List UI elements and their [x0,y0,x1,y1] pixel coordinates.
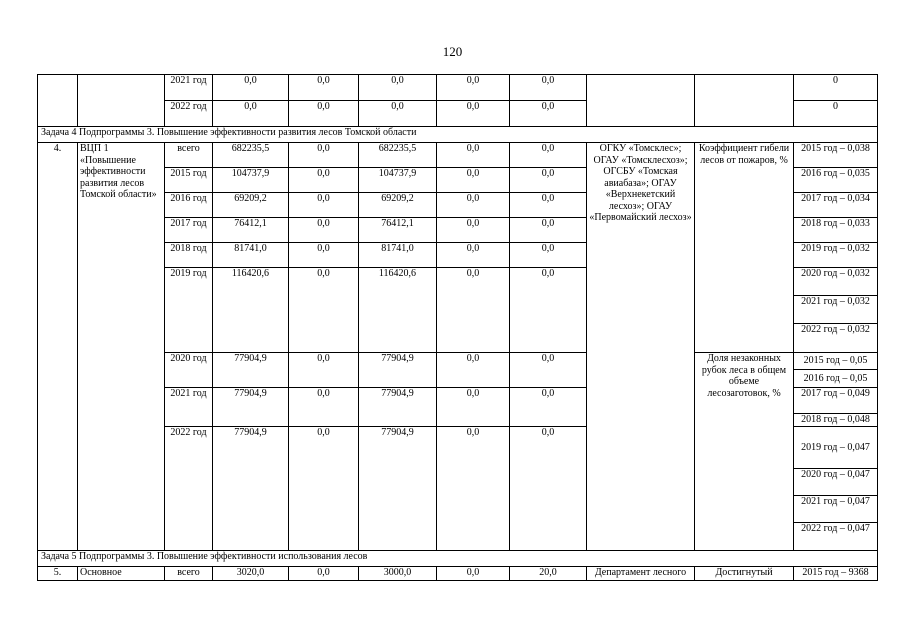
value-cell: 0,0 [289,388,359,427]
target-cell: 2019 год – 0,047 [794,442,877,469]
value-cell: 0,0 [213,101,289,127]
value-cell: 76412,1 [213,218,289,243]
value-cell: 104737,9 [359,168,437,193]
value-cell: 0,0 [437,388,510,427]
value-cell: 0,0 [289,168,359,193]
year-cell: 2021 год [165,75,213,101]
target-cell-group [794,268,878,353]
value-cell: 0,0 [437,168,510,193]
target-cell-group [794,427,878,551]
year-cell: 2015 год [165,168,213,193]
executors-cell: ОГКУ «Томсклес»; ОГАУ «Томсклесхоз»; ОГСБУ «Томская авиабаза»; ОГАУ «Верхнекетский лесхоз»; ОГАУ «Первомайский лесхоз» [587,143,695,551]
row-number: 4. [38,143,78,551]
value-cell: 0,0 [437,243,510,268]
table-row [38,75,878,101]
value-cell: 0,0 [359,101,437,127]
value-cell: 0,0 [437,218,510,243]
value-cell: 0,0 [510,193,587,218]
year-cell: всего [165,567,213,581]
task-5-heading-row [38,551,878,567]
table-row [38,567,878,581]
target-cell: 2018 год – 0,048 [801,414,870,425]
value-cell: 0,0 [289,143,359,168]
value-cell: 0,0 [359,75,437,101]
value-cell: 81741,0 [213,243,289,268]
year-cell: 2021 год [165,388,213,427]
value-cell: 3020,0 [213,567,289,581]
value-cell: 0,0 [437,75,510,101]
target-cell-group [794,353,878,388]
value-cell: 0,0 [437,268,510,353]
empty-cell [695,75,794,127]
target-cell: 2021 год – 0,032 [794,296,877,324]
value-cell: 0,0 [510,75,587,101]
value-cell: 81741,0 [359,243,437,268]
value-cell: 77904,9 [213,353,289,388]
year-cell: 2017 год [165,218,213,243]
target-cell: 0 [794,75,878,101]
empty-cell [78,75,165,127]
measure-name: ВЦП 1 «Повышение эффективности развития лесов Томской области» [78,143,165,551]
measure-name: Основное [78,567,165,581]
value-cell: 0,0 [437,427,510,551]
target-cell: 2022 год – 0,047 [801,523,870,534]
year-cell: 2016 год [165,193,213,218]
value-cell: 0,0 [510,101,587,127]
year-cell: 2022 год [165,427,213,551]
value-cell: 0,0 [510,268,587,353]
empty-cell [38,75,78,127]
page-number: 120 [442,44,463,59]
value-cell: 0,0 [289,427,359,551]
target-cell: 2018 год – 0,033 [794,218,878,243]
value-cell: 0,0 [510,243,587,268]
value-cell: 0,0 [289,193,359,218]
value-cell: 69209,2 [213,193,289,218]
task-4-title: Задача 4 Подпрограммы 3. Повышение эффективности развития лесов Томской области [38,127,878,143]
value-cell: 116420,6 [213,268,289,353]
value-cell: 69209,2 [359,193,437,218]
value-cell: 0,0 [437,567,510,581]
value-cell: 0,0 [289,268,359,353]
value-cell: 0,0 [510,218,587,243]
year-cell: 2020 год [165,353,213,388]
year-cell: 2018 год [165,243,213,268]
value-cell: 20,0 [510,567,587,581]
value-cell: 0,0 [437,143,510,168]
value-cell: 0,0 [510,388,587,427]
indicator-1-cell: Коэффициент гибели лесов от пожаров, % [695,143,794,353]
program-table [37,74,878,581]
value-cell: 0,0 [437,353,510,388]
target-cell: 2015 год – 0,038 [794,143,878,168]
value-cell: 104737,9 [213,168,289,193]
value-cell: 0,0 [289,75,359,101]
value-cell: 116420,6 [359,268,437,353]
value-cell: 0,0 [289,243,359,268]
value-cell: 0,0 [510,143,587,168]
value-cell: 76412,1 [359,218,437,243]
target-cell: 2020 год – 0,047 [794,469,877,496]
target-cell: 2016 год – 0,05 [803,373,868,384]
target-cell: 2017 год – 0,049 [794,388,877,414]
value-cell: 0,0 [289,218,359,243]
value-cell: 77904,9 [359,353,437,388]
value-cell: 0,0 [510,353,587,388]
year-cell: всего [165,143,213,168]
value-cell: 0,0 [289,353,359,388]
target-cell: 2021 год – 0,047 [794,496,877,523]
empty-cell [587,75,695,127]
target-cell-group [794,388,878,427]
executors-cell: Департамент лесного [587,567,695,581]
target-cell: 0 [794,101,878,127]
target-cell: 2016 год – 0,035 [794,168,878,193]
year-cell: 2022 год [165,101,213,127]
value-cell: 77904,9 [359,427,437,551]
target-cell: 2022 год – 0,032 [801,324,870,335]
indicator-cell: Достигнутый [695,567,794,581]
value-cell: 0,0 [437,193,510,218]
task-5-title: Задача 5 Подпрограммы 3. Повышение эффективности использования лесов [38,551,878,567]
table-row [38,143,878,168]
value-cell: 0,0 [510,427,587,551]
row-number: 5. [38,567,78,581]
value-cell: 0,0 [510,168,587,193]
value-cell: 77904,9 [359,388,437,427]
value-cell: 77904,9 [213,388,289,427]
indicator-2-cell: Доля незаконных рубок леса в общем объеме лесозаготовок, % [695,353,794,551]
target-cell: 2017 год – 0,034 [794,193,878,218]
value-cell: 0,0 [289,567,359,581]
value-cell: 0,0 [289,101,359,127]
target-cell: 2015 год – 9368 [794,567,878,581]
year-cell: 2019 год [165,268,213,353]
value-cell: 3000,0 [359,567,437,581]
target-cell: 2020 год – 0,032 [794,268,877,296]
target-cell: 2019 год – 0,032 [794,243,878,268]
target-cell: 2015 год – 0,05 [794,353,877,370]
task-4-heading-row [38,127,878,143]
value-cell: 682235,5 [213,143,289,168]
target-cell-spacer [794,427,877,442]
value-cell: 0,0 [437,101,510,127]
value-cell: 682235,5 [359,143,437,168]
value-cell: 0,0 [213,75,289,101]
value-cell: 77904,9 [213,427,289,551]
